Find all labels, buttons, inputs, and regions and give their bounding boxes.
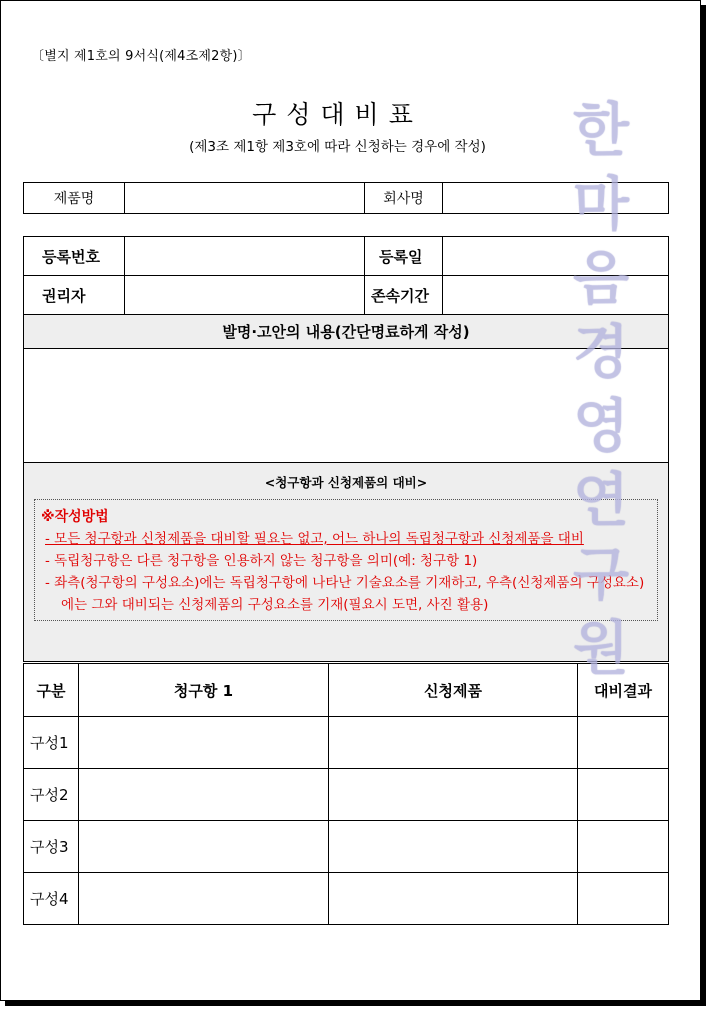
attachment-label: 〔별지 제1호의 9서식(제4조제2항)〕 xyxy=(31,49,251,64)
product-name-label: 제품명 xyxy=(24,183,125,214)
registration-date-field[interactable] xyxy=(443,237,669,276)
term-field[interactable] xyxy=(443,276,669,315)
header-result: 대비결과 xyxy=(578,664,669,717)
writing-guide-box xyxy=(34,499,658,621)
guide-item-1: - 모든 청구항과 신청제품을 대비할 필요는 없고, 어느 하나의 독립청구항과 신청제품을 대비 xyxy=(45,531,584,547)
product-cell[interactable] xyxy=(329,821,578,873)
result-cell[interactable] xyxy=(578,873,669,925)
claim-cell[interactable] xyxy=(79,873,329,925)
comparison-header: <청구항과 신청제품의 대비> xyxy=(264,475,428,490)
owner-field[interactable] xyxy=(125,276,365,315)
page-title: 구성대비표 xyxy=(252,100,423,129)
product-cell[interactable] xyxy=(329,717,578,769)
invention-content-header: 발명·고안의 내용(간단명료하게 작성) xyxy=(24,315,669,349)
claim-cell[interactable] xyxy=(79,769,329,821)
table-row xyxy=(24,873,669,925)
owner-label: 권리자 xyxy=(24,276,125,315)
registration-table xyxy=(23,236,669,662)
result-cell[interactable] xyxy=(578,717,669,769)
product-cell[interactable] xyxy=(329,769,578,821)
watermark-char: 구 xyxy=(572,540,630,608)
row-label: 구성2 xyxy=(24,769,79,821)
registration-number-field[interactable] xyxy=(125,237,365,276)
result-cell[interactable] xyxy=(578,821,669,873)
page-subtitle: (제3조 제1항 제3호에 따라 신청하는 경우에 작성) xyxy=(189,139,486,155)
company-name-field[interactable] xyxy=(443,183,669,214)
invention-content-field[interactable] xyxy=(24,349,669,463)
page-shadow-right xyxy=(701,5,706,1006)
watermark-char: 음 xyxy=(572,244,630,312)
product-name-field[interactable] xyxy=(125,183,365,214)
watermark-char: 원 xyxy=(572,614,630,682)
row-label: 구성1 xyxy=(24,717,79,769)
claim-cell[interactable] xyxy=(79,821,329,873)
page-shadow-bottom xyxy=(5,1001,706,1006)
product-cell[interactable] xyxy=(329,873,578,925)
header-product: 신청제품 xyxy=(329,664,578,717)
term-label: 존속기간 xyxy=(365,276,443,315)
guide-item-2: - 독립청구항은 다른 청구항을 인용하지 않는 청구항을 의미(예: 청구항 1) xyxy=(45,553,478,569)
table-row xyxy=(24,769,669,821)
comparison-section xyxy=(24,463,669,662)
company-name-label: 회사명 xyxy=(365,183,443,214)
registration-date-label: 등록일 xyxy=(365,237,443,276)
watermark-char: 마 xyxy=(572,170,630,238)
row-label: 구성3 xyxy=(24,821,79,873)
watermark-char: 경 xyxy=(572,318,630,386)
result-cell[interactable] xyxy=(578,769,669,821)
watermark-char: 한 xyxy=(572,96,630,164)
claim-cell[interactable] xyxy=(79,717,329,769)
claim-comparison-table xyxy=(23,663,669,925)
writing-guide-title: ※작성방법 xyxy=(41,509,109,525)
watermark-char: 연 xyxy=(572,466,630,534)
watermark-char: 영 xyxy=(572,392,630,460)
product-info-table xyxy=(23,182,669,214)
row-label: 구성4 xyxy=(24,873,79,925)
header-claim: 청구항 1 xyxy=(79,664,329,717)
table-row xyxy=(24,821,669,873)
table-row xyxy=(24,717,669,769)
guide-item-3: - 좌측(청구항의 구성요소)에는 독립청구항에 나타난 기술요소를 기재하고, 우측(신청제품의 구성요소)에는 그와 대비되는 신청제품의 구성요소를 기재(필요시 도면, 사진 활용) xyxy=(45,575,645,613)
registration-number-label: 등록번호 xyxy=(24,237,125,276)
header-category: 구분 xyxy=(24,664,79,717)
